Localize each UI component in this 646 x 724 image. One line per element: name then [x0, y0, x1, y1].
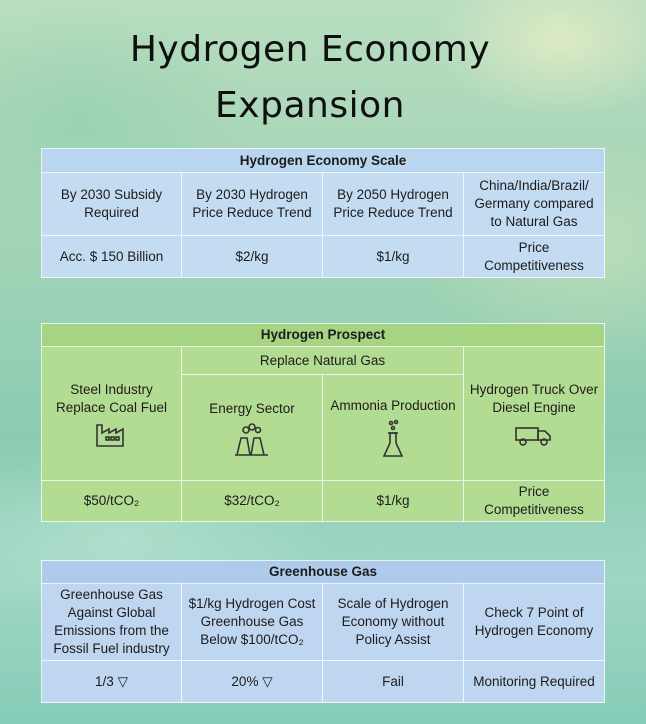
- prospect-value-truck: Price Competitiveness: [464, 481, 605, 522]
- scale-col-subsidy: By 2030 Subsidy Required: [42, 173, 182, 236]
- scale-value-countries: Price Competitiveness: [464, 236, 605, 278]
- page-title: [0, 22, 620, 134]
- prospect-col-truck: [464, 347, 605, 481]
- scale-col-2050-price: By 2050 Hydrogen Price Reduce Trend: [323, 173, 464, 236]
- scale-col-2030-price: By 2030 Hydrogen Price Reduce Trend: [182, 173, 323, 236]
- greenhouse-col-cost: $1/kg Hydrogen Cost Greenhouse Gas Below $100/tCO₂: [182, 584, 323, 661]
- prospect-col-steel: [42, 347, 182, 481]
- greenhouse-value-policy: Fail: [323, 661, 464, 703]
- prospect-table-header: Hydrogen Prospect: [42, 324, 605, 347]
- scale-table-header: Hydrogen Economy Scale: [42, 149, 605, 173]
- prospect-value-ammonia: $1/kg: [323, 481, 464, 522]
- greenhouse-table: [41, 560, 605, 703]
- page-title-line-2: Expansion: [215, 85, 405, 126]
- prospect-col-energy: [182, 375, 323, 481]
- prospect-table: [41, 323, 605, 522]
- prospect-col-ammonia: [323, 375, 464, 481]
- greenhouse-value-emissions: 1/3 ▽: [42, 661, 182, 703]
- prospect-col-truck-label: Hydrogen Truck Over Diesel Engine: [469, 381, 599, 415]
- scale-value-2050-price: $1/kg: [323, 236, 464, 278]
- scale-value-subsidy: Acc. $ 150 Billion: [42, 236, 182, 278]
- greenhouse-table-header: Greenhouse Gas: [42, 561, 605, 584]
- page-title-line-1: Hydrogen Economy: [129, 29, 491, 70]
- prospect-value-steel: $50/tCO₂: [42, 481, 182, 522]
- prospect-value-energy: $32/tCO₂: [182, 481, 323, 522]
- greenhouse-col-check: Check 7 Point of Hydrogen Economy: [464, 584, 605, 661]
- prospect-col-steel-label: Steel Industry Replace Coal Fuel: [55, 381, 168, 415]
- factory-icon: [95, 421, 129, 447]
- prospect-group-natural-gas: Replace Natural Gas: [182, 347, 464, 375]
- scale-table: [41, 148, 605, 278]
- greenhouse-col-emissions: Greenhouse Gas Against Global Emissions from the Fossil Fuel industry: [42, 584, 182, 661]
- prospect-col-ammonia-label: Ammonia Production: [330, 397, 456, 413]
- greenhouse-col-policy: Scale of Hydrogen Economy without Policy Assist: [323, 584, 464, 661]
- scale-col-countries: China/India/Brazil/ Germany compared to Natural Gas: [464, 173, 605, 236]
- greenhouse-value-cost: 20% ▽: [182, 661, 323, 703]
- power-plant-icon: [234, 422, 270, 456]
- flask-icon: [381, 419, 405, 459]
- prospect-col-energy-label: Energy Sector: [209, 400, 295, 416]
- greenhouse-value-check: Monitoring Required: [464, 661, 605, 703]
- scale-value-2030-price: $2/kg: [182, 236, 323, 278]
- truck-icon: [514, 421, 554, 447]
